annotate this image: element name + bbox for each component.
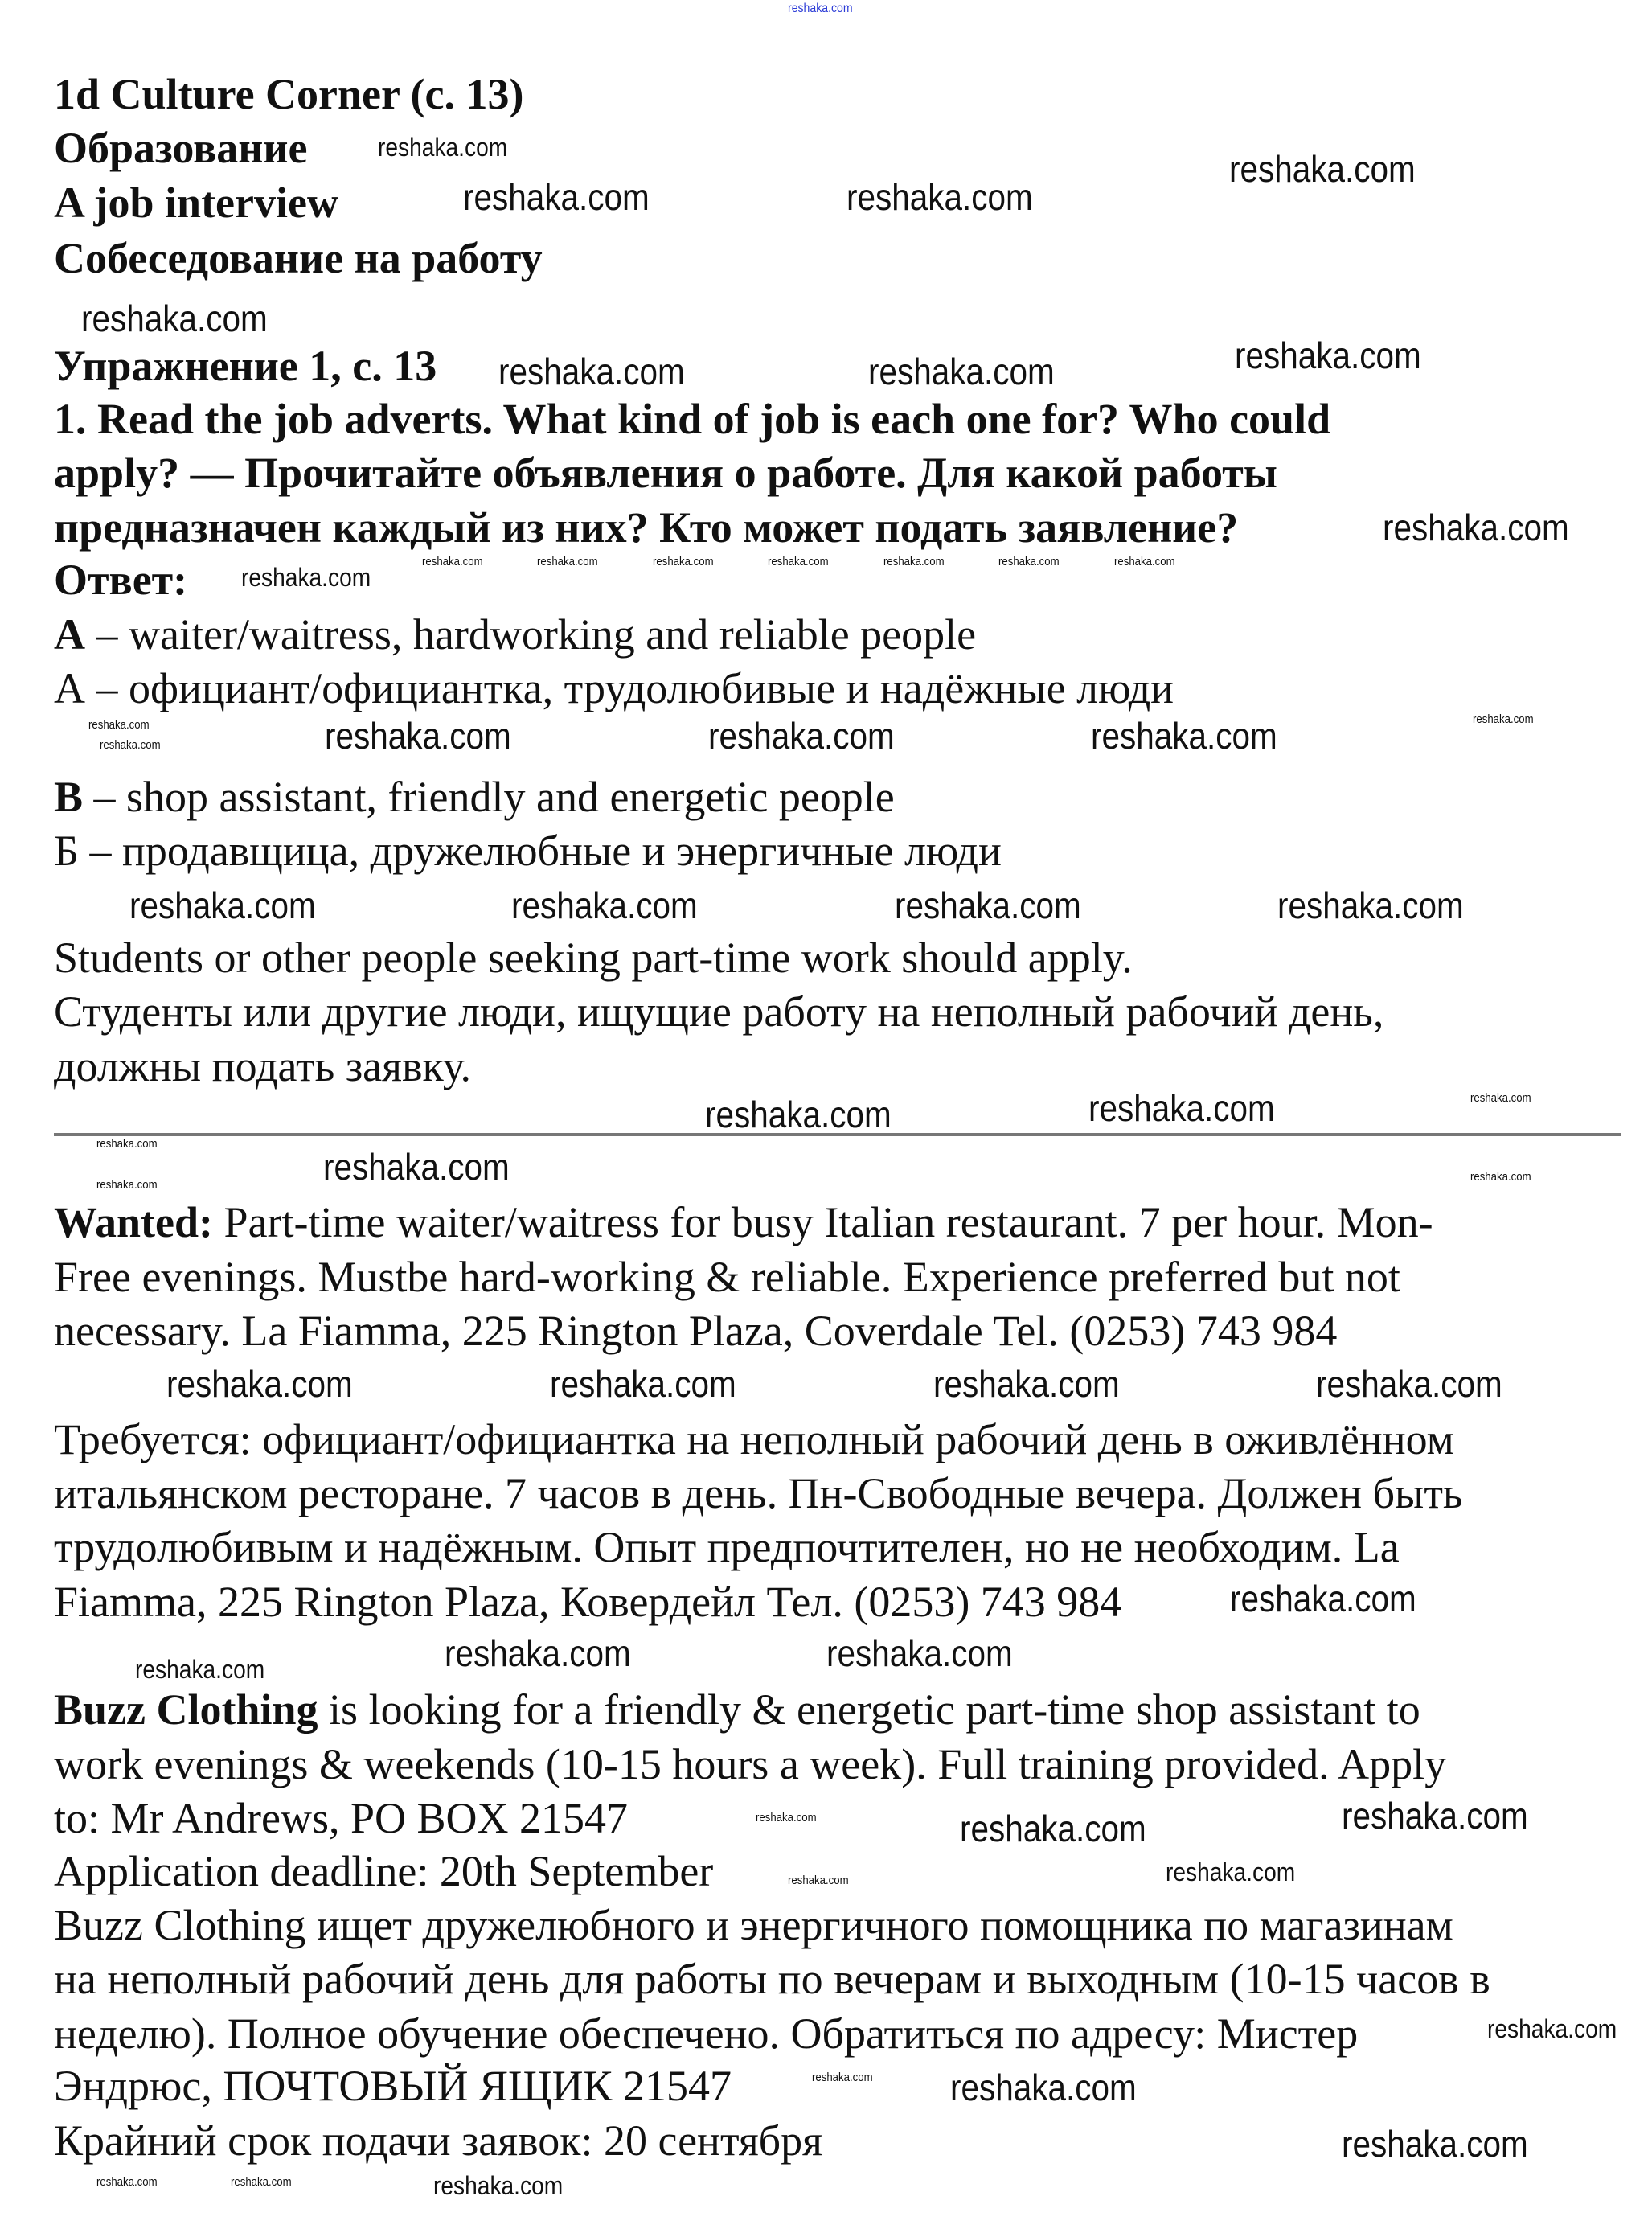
watermark-text: reshaka.com — [895, 885, 1081, 926]
line-text: Эндрюс, ПОЧТОВЫЙ ЯЩИК 21547 — [54, 2062, 732, 2110]
line-text: Упражнение 1, с. 13 — [54, 342, 437, 390]
text-line — [54, 989, 1383, 1034]
watermark-text: reshaka.com — [788, 2, 853, 15]
watermark-text: reshaka.com — [1487, 2014, 1617, 2043]
watermark-text: reshaka.com — [550, 1363, 736, 1405]
text-line — [54, 2118, 822, 2163]
line-text: А – официант/официантка, трудолюбивые и надёжные люди — [54, 664, 1174, 712]
text-line — [54, 1525, 1400, 1570]
watermark-text: reshaka.com — [883, 555, 945, 569]
text-line — [54, 828, 1002, 873]
watermark-text: reshaka.com — [96, 2175, 158, 2189]
watermark-text: reshaka.com — [653, 555, 714, 569]
line-text: Ответ: — [54, 556, 188, 604]
text-line — [54, 1796, 628, 1841]
bold-label: A — [54, 610, 85, 659]
text-line — [54, 1417, 1454, 1462]
watermark-text: reshaka.com — [1277, 885, 1464, 926]
watermark-text: reshaka.com — [950, 2067, 1137, 2108]
line-text: неделю). Полное обучение обеспечено. Обратиться по адресу: Мистер — [54, 2009, 1359, 2058]
line-text: 1. Read the job adverts. What kind of job is each one for? Who could — [54, 395, 1331, 443]
text-line — [54, 2063, 732, 2108]
watermark-text: reshaka.com — [933, 1363, 1120, 1405]
text-line — [54, 612, 976, 657]
watermark-text: reshaka.com — [1316, 1363, 1502, 1405]
line-text: Fiamma, 225 Rington Plaza, Ковердейл Тел. (0253) 743 984 — [54, 1578, 1122, 1626]
watermark-text: reshaka.com — [135, 1655, 265, 1684]
watermark-text: reshaka.com — [998, 555, 1060, 569]
line-text: Part-time waiter/waitress for busy Italian restaurant. 7 per hour. Mon- — [213, 1198, 1433, 1246]
watermark-text: reshaka.com — [826, 1632, 1013, 1674]
line-text: на неполный рабочий день для работы по вечерам и выходным (10-15 часов в — [54, 1955, 1490, 2003]
watermark-text: reshaka.com — [1088, 1087, 1275, 1129]
watermark-text: reshaka.com — [1342, 2123, 1528, 2165]
heading-line — [54, 72, 523, 117]
line-text: Требуется: официант/официантка на неполный рабочий день в оживлённом — [54, 1415, 1454, 1463]
text-line — [54, 1308, 1337, 1353]
watermark-text: reshaka.com — [88, 718, 150, 732]
line-text: предназначен каждый из них? Кто может подать заявление? — [54, 503, 1239, 552]
text-line — [54, 1044, 471, 1089]
watermark-text: reshaka.com — [1235, 335, 1421, 376]
watermark-text: reshaka.com — [1230, 1578, 1416, 1619]
line-text: 1d Culture Corner (с. 13) — [54, 70, 524, 118]
text-line — [54, 774, 895, 819]
watermark-text: reshaka.com — [1091, 715, 1277, 757]
line-text: Buzz Clothing ищет дружелюбного и энергичного помощника по магазинам — [54, 1901, 1453, 1949]
watermark-text: reshaka.com — [433, 2171, 564, 2200]
text-line — [54, 1903, 1453, 1948]
text-line — [54, 1849, 713, 1894]
watermark-text: reshaka.com — [231, 2175, 292, 2189]
watermark-text: reshaka.com — [1229, 148, 1416, 190]
text-line — [54, 1200, 1433, 1245]
line-text: A job interview — [54, 179, 338, 227]
line-text: Студенты или другие люди, ищущие работу на неполный рабочий день, — [54, 987, 1384, 1036]
watermark-text: reshaka.com — [846, 176, 1033, 218]
text-line — [54, 1742, 1446, 1787]
watermark-text: reshaka.com — [325, 715, 511, 757]
line-text: трудолюбивым и надёжным. Опыт предпочтителен, но не необходим. La — [54, 1523, 1400, 1571]
line-text: work evenings & weekends (10-15 hours a week). Full training provided. Apply — [54, 1740, 1447, 1788]
watermark-text: reshaka.com — [241, 563, 371, 592]
line-text: Образование — [54, 124, 308, 172]
watermark-text: reshaka.com — [1166, 1857, 1296, 1886]
heading-line — [54, 236, 543, 281]
line-text: Крайний срок подачи заявок: 20 сентября — [54, 2116, 822, 2165]
watermark-text: reshaka.com — [81, 298, 268, 339]
watermark-text: reshaka.com — [463, 176, 650, 218]
watermark-text: reshaka.com — [537, 555, 598, 569]
line-text: necessary. La Fiamma, 225 Rington Plaza, Coverdale Tel. (0253) 743 984 — [54, 1307, 1338, 1355]
watermark-text: reshaka.com — [498, 351, 685, 392]
heading-line — [54, 125, 307, 170]
watermark-text: reshaka.com — [705, 1094, 892, 1135]
watermark-text: reshaka.com — [1383, 507, 1569, 548]
line-text: Application deadline: 20th September — [54, 1847, 714, 1895]
bold-label: B — [54, 773, 84, 821]
watermark-text: reshaka.com — [868, 351, 1055, 392]
line-text: to: Mr Andrews, PO BOX 21547 — [54, 1794, 629, 1842]
line-text: Собеседование на работу — [54, 234, 543, 282]
watermark-text: reshaka.com — [756, 1811, 817, 1825]
text-line — [54, 1687, 1420, 1732]
watermark-text: reshaka.com — [129, 885, 316, 926]
watermark-text: reshaka.com — [960, 1808, 1146, 1849]
watermark-text: reshaka.com — [1342, 1795, 1528, 1837]
heading-line — [54, 505, 1238, 550]
text-line — [54, 1471, 1463, 1516]
line-text: Б – продавщица, дружелюбные и энергичные люди — [54, 827, 1002, 875]
watermark-text: reshaka.com — [96, 1137, 158, 1151]
line-text: Free evenings. Mustbe hard-working & reliable. Experience preferred but not — [54, 1253, 1400, 1301]
watermark-text: reshaka.com — [1470, 1170, 1531, 1184]
text-line — [54, 666, 1174, 711]
text-line — [54, 1579, 1121, 1624]
watermark-text: reshaka.com — [378, 133, 508, 162]
line-text: должны подать заявку. — [54, 1042, 472, 1090]
line-text: apply? — Прочитайте объявления о работе. Для какой работы — [54, 449, 1277, 497]
watermark-text: reshaka.com — [1114, 555, 1175, 569]
line-text: итальянском ресторане. 7 часов в день. Пн-Свободные вечера. Должен быть — [54, 1469, 1463, 1517]
line-text: Students or other people seeking part-time work should apply. — [54, 934, 1133, 982]
watermark-text: reshaka.com — [323, 1146, 510, 1188]
line-text: is looking for a friendly & energetic part-time shop assistant to — [318, 1685, 1420, 1734]
watermark-text: reshaka.com — [166, 1363, 353, 1405]
watermark-text: reshaka.com — [96, 1178, 158, 1192]
heading-line — [54, 396, 1330, 441]
line-text: – waiter/waitress, hardworking and reliable people — [85, 610, 977, 659]
watermark-text: reshaka.com — [100, 738, 161, 752]
heading-line — [54, 557, 187, 602]
heading-line — [54, 450, 1277, 495]
watermark-text: reshaka.com — [1470, 1091, 1531, 1105]
heading-line — [54, 180, 338, 225]
watermark-text: reshaka.com — [768, 555, 829, 569]
watermark-text: reshaka.com — [708, 715, 895, 757]
text-line — [54, 1956, 1490, 2001]
line-text: – shop assistant, friendly and energetic people — [83, 773, 895, 821]
watermark-text: reshaka.com — [1473, 712, 1534, 726]
watermark-text: reshaka.com — [445, 1632, 631, 1674]
watermark-text: reshaka.com — [812, 2071, 873, 2084]
text-line — [54, 935, 1133, 980]
watermark-text: reshaka.com — [788, 1874, 849, 1887]
bold-label: Buzz Clothing — [54, 1685, 318, 1734]
text-line — [54, 2011, 1358, 2056]
watermark-text: reshaka.com — [422, 555, 483, 569]
watermark-text: reshaka.com — [511, 885, 698, 926]
text-line — [54, 1254, 1400, 1299]
bold-label: Wanted: — [54, 1198, 214, 1246]
heading-line — [54, 343, 437, 388]
